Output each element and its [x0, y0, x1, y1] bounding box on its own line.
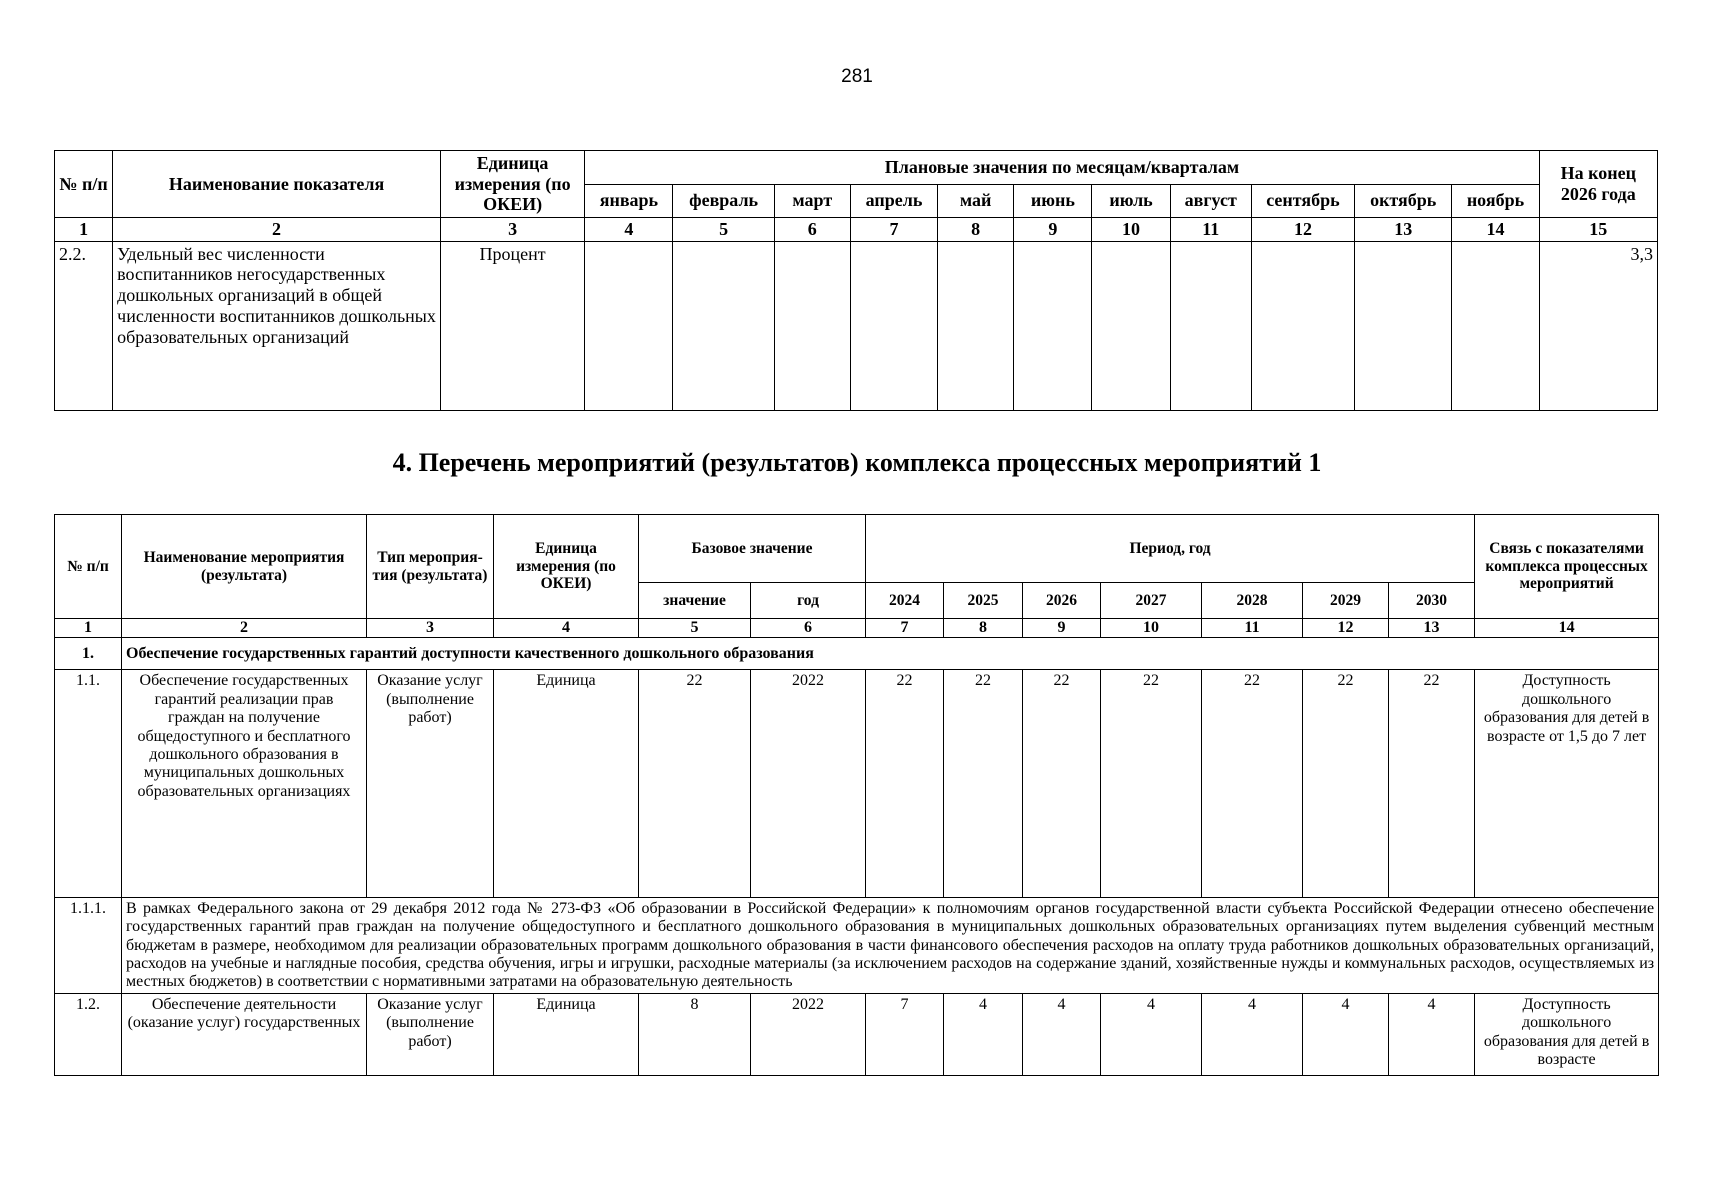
col-number: 6	[751, 619, 866, 638]
row-year-value: 4	[1023, 993, 1101, 1075]
row-type: Оказание услуг (выполнение работ)	[367, 670, 494, 898]
row-no: 2.2.	[55, 241, 113, 410]
header-month: ноябрь	[1452, 184, 1539, 218]
col-number: 2	[113, 218, 441, 242]
col-number: 8	[944, 619, 1023, 638]
col-number: 10	[1101, 619, 1202, 638]
col-number: 5	[673, 218, 774, 242]
empty-cell	[1170, 241, 1251, 410]
header-unit: Единица измерения (по ОКЕИ)	[494, 515, 639, 619]
row-year-value: 22	[1202, 670, 1303, 898]
empty-cell	[1014, 241, 1092, 410]
row-year-value: 4	[1101, 993, 1202, 1075]
col-number: 14	[1475, 619, 1659, 638]
header-month: октябрь	[1355, 184, 1452, 218]
header-month: январь	[585, 184, 673, 218]
header-year: 2027	[1101, 583, 1202, 619]
row-no: 1.2.	[55, 993, 122, 1075]
col-number: 10	[1092, 218, 1170, 242]
row-year-value: 22	[866, 670, 944, 898]
col-number: 9	[1023, 619, 1101, 638]
row-no: 1.1.	[55, 670, 122, 898]
row-link: Доступность дошкольного образования для детей в возрасте от 1,5 до 7 лет	[1475, 670, 1659, 898]
col-number: 8	[938, 218, 1014, 242]
column-numbers-row	[55, 218, 1658, 242]
table-row	[55, 241, 1658, 410]
header-end: На конец 2026 года	[1539, 151, 1657, 218]
row-year-value: 22	[1389, 670, 1475, 898]
row-type: Оказание услуг (выполнение работ)	[367, 993, 494, 1075]
row-year-value: 4	[1389, 993, 1475, 1075]
header-unit: Единица измерения (по ОКЕИ)	[440, 151, 584, 218]
col-number: 3	[367, 619, 494, 638]
row-description: В рамках Федерального закона от 29 декабря 2012 года № 273-ФЗ «Об образовании в Российской Федерации» к полномочиям органов государственной власти субъекта Российской Федерации отнесено обеспечение государственных гарантий прав граждан на получение общедоступного и бесплатного дошкольного образования в муниципальных дошкольных образовательных организациях путем выделения субвенций местным бюджетам в размере, необходимом для реализации образовательных программ дошкольного образования в части финансового обеспечения расходов на оплату труда работников дошкольных образовательных организаций, расходов на учебные и наглядные пособия, средства обучения, игры и игрушки, расходные материалы (за исключением расходов на содержание зданий, хозяйственные нужды и коммунальных расходов, осуществляемых из местных бюджетов) в соответствии с нормативными затратами на образовательную деятельность	[122, 898, 1659, 993]
col-number: 13	[1355, 218, 1452, 242]
row-end-value: 3,3	[1539, 241, 1657, 410]
col-number: 2	[122, 619, 367, 638]
row-year-value: 22	[1101, 670, 1202, 898]
header-year: 2025	[944, 583, 1023, 619]
page-number: 281	[841, 66, 873, 87]
col-number: 1	[55, 218, 113, 242]
header-month: август	[1170, 184, 1251, 218]
header-link: Связь с показателями комплекса процессных мероприятий	[1475, 515, 1659, 619]
col-number: 13	[1389, 619, 1475, 638]
header-base-value: значение	[639, 583, 751, 619]
col-number: 1	[55, 619, 122, 638]
col-number: 11	[1170, 218, 1251, 242]
empty-cell	[850, 241, 937, 410]
header-year: 2029	[1303, 583, 1389, 619]
table-row	[55, 670, 1659, 898]
header-name: Наименование мероприятия (результата)	[122, 515, 367, 619]
header-type: Тип мероприя-тия (результата)	[367, 515, 494, 619]
header-month: сентябрь	[1251, 184, 1354, 218]
row-year-value: 4	[1202, 993, 1303, 1075]
header-year: 2024	[866, 583, 944, 619]
header-month: июнь	[1014, 184, 1092, 218]
row-unit: Единица	[494, 670, 639, 898]
row-year-value: 7	[866, 993, 944, 1075]
header-plan: Плановые значения по месяцам/кварталам	[585, 151, 1539, 185]
col-number: 3	[440, 218, 584, 242]
row-year-value: 4	[944, 993, 1023, 1075]
row-name: Обеспечение деятельности (оказание услуг) государственных	[122, 993, 367, 1075]
row-base-value: 22	[639, 670, 751, 898]
column-numbers-row	[55, 619, 1659, 638]
section-row	[55, 638, 1659, 670]
header-name: Наименование показателя	[113, 151, 441, 218]
header-month: май	[938, 184, 1014, 218]
col-number: 9	[1014, 218, 1092, 242]
row-base-year: 2022	[751, 670, 866, 898]
header-month: февраль	[673, 184, 774, 218]
section-no: 1.	[55, 638, 122, 670]
col-number: 5	[639, 619, 751, 638]
empty-cell	[673, 241, 774, 410]
header-year: 2030	[1389, 583, 1475, 619]
header-month: март	[774, 184, 850, 218]
row-year-value: 4	[1303, 993, 1389, 1075]
header-month: июль	[1092, 184, 1170, 218]
empty-cell	[1092, 241, 1170, 410]
header-period: Период, год	[866, 515, 1475, 583]
header-no: № п/п	[55, 515, 122, 619]
col-number: 12	[1303, 619, 1389, 638]
row-base-year: 2022	[751, 993, 866, 1075]
header-no: № п/п	[55, 151, 113, 218]
col-number: 7	[866, 619, 944, 638]
col-number: 15	[1539, 218, 1657, 242]
col-number: 4	[585, 218, 673, 242]
col-number: 14	[1452, 218, 1539, 242]
table-row	[55, 898, 1659, 993]
empty-cell	[585, 241, 673, 410]
empty-cell	[1251, 241, 1354, 410]
activities-table	[54, 514, 1659, 1076]
col-number: 4	[494, 619, 639, 638]
row-year-value: 22	[944, 670, 1023, 898]
row-link: Доступность дошкольного образования для детей в возрасте	[1475, 993, 1659, 1075]
header-month: апрель	[850, 184, 937, 218]
row-year-value: 22	[1303, 670, 1389, 898]
header-base: Базовое значение	[639, 515, 866, 583]
row-unit: Единица	[494, 993, 639, 1075]
section-row-title: Обеспечение государственных гарантий доступности качественного дошкольного образования	[122, 638, 1659, 670]
indicators-table	[54, 150, 1658, 411]
row-name: Удельный вес численности воспитанников негосударственных дошкольных организаций в общей численности воспитанников дошкольных образовательных организаций	[113, 241, 441, 410]
table-row	[55, 993, 1659, 1075]
header-year: 2026	[1023, 583, 1101, 619]
empty-cell	[774, 241, 850, 410]
col-number: 6	[774, 218, 850, 242]
row-year-value: 22	[1023, 670, 1101, 898]
empty-cell	[938, 241, 1014, 410]
row-name: Обеспечение государственных гарантий реализации прав граждан на получение общедоступного и бесплатного дошкольного образования в муниципальных дошкольных образовательных организациях	[122, 670, 367, 898]
row-base-value: 8	[639, 993, 751, 1075]
section-title: 4. Перечень мероприятий (результатов) комплекса процессных мероприятий 1	[392, 448, 1322, 477]
header-base-year: год	[751, 583, 866, 619]
col-number: 12	[1251, 218, 1354, 242]
empty-cell	[1355, 241, 1452, 410]
header-year: 2028	[1202, 583, 1303, 619]
row-unit: Процент	[440, 241, 584, 410]
col-number: 7	[850, 218, 937, 242]
empty-cell	[1452, 241, 1539, 410]
row-no: 1.1.1.	[55, 898, 122, 993]
col-number: 11	[1202, 619, 1303, 638]
